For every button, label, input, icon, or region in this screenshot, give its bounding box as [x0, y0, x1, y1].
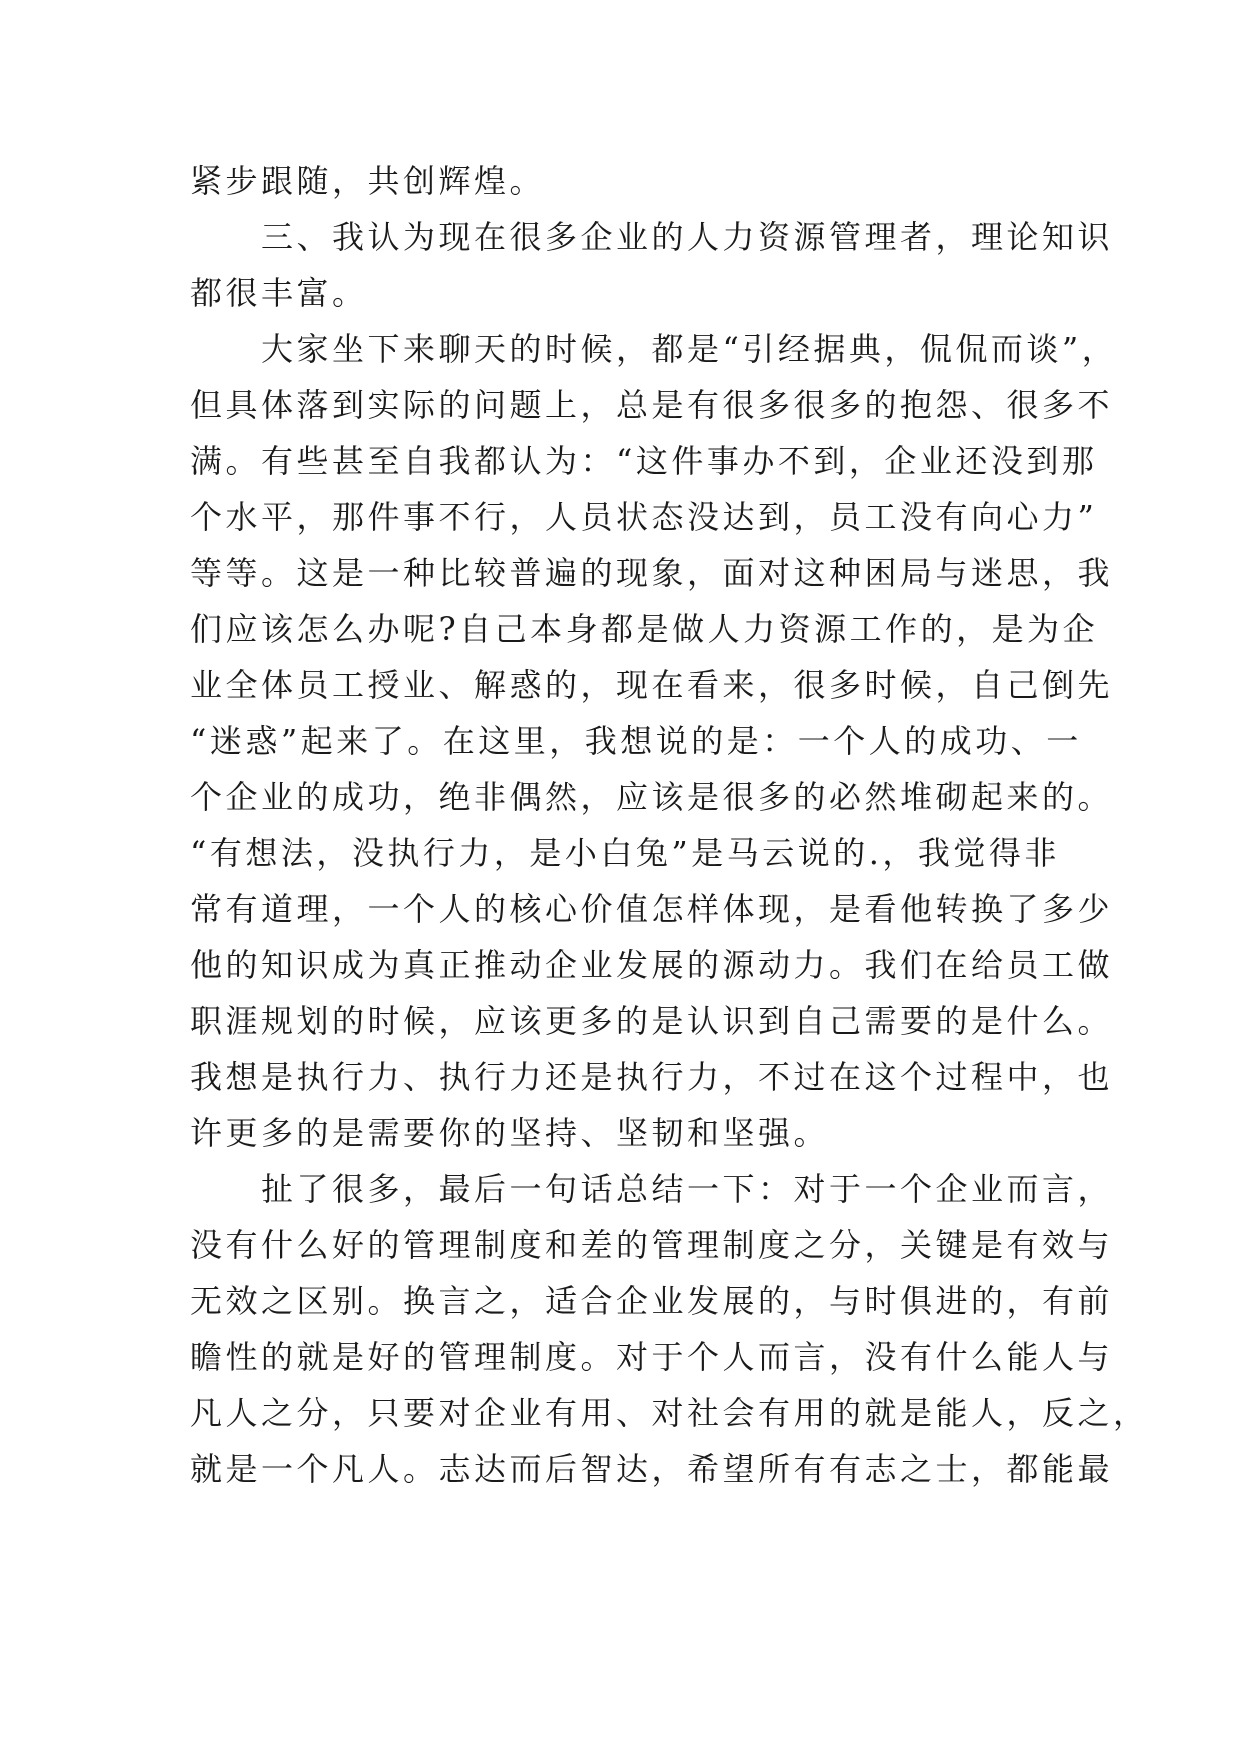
text-line: “迷惑”起来了。在这里，我想说的是：一个人的成功、一 [190, 722, 1082, 760]
text-line: 他的知识成为真正推动企业发展的源动力。我们在给员工做 [190, 946, 1114, 984]
text-line: 都很丰富。 [190, 274, 368, 312]
text-line: 扯了很多，最后一句话总结一下：对于一个企业而言， [190, 1170, 1114, 1208]
text-line: 等等。这是一种比较普遍的现象，面对这种困局与迷思，我 [190, 554, 1114, 592]
text-line: 但具体落到实际的问题上，总是有很多很多的抱怨、很多不 [190, 386, 1114, 424]
text-line: 凡人之分，只要对企业有用、对社会有用的就是能人，反之， [190, 1394, 1149, 1432]
text-line: 就是一个凡人。志达而后智达，希望所有有志之士，都能最 [190, 1450, 1114, 1488]
text-line: 常有道理，一个人的核心价值怎样体现，是看他转换了多少 [190, 890, 1114, 928]
body-text [190, 153, 1149, 1497]
text-line: 许更多的是需要你的坚持、坚韧和坚强。 [190, 1114, 830, 1152]
text-line: “有想法，没执行力，是小白兔”是马云说的.，我觉得非 [190, 834, 1060, 872]
text-line: 无效之区别。换言之，适合企业发展的，与时俱进的，有前 [190, 1282, 1114, 1320]
text-line: 没有什么好的管理制度和差的管理制度之分，关键是有效与 [190, 1226, 1114, 1264]
text-line: 满。有些甚至自我都认为：“这件事办不到，企业还没到那 [190, 442, 1098, 480]
text-line: 大家坐下来聊天的时候，都是“引经据典，侃侃而谈”， [190, 330, 1118, 368]
text-line: 业全体员工授业、解惑的，现在看来，很多时候，自己倒先 [190, 666, 1114, 704]
text-line: 个企业的成功，绝非偶然，应该是很多的必然堆砌起来的。 [190, 778, 1114, 816]
text-line: 我想是执行力、执行力还是执行力，不过在这个过程中，也 [190, 1058, 1114, 1096]
text-line: 瞻性的就是好的管理制度。对于个人而言，没有什么能人与 [190, 1338, 1114, 1376]
text-line: 紧步跟随，共创辉煌。 [190, 162, 546, 200]
text-line: 职涯规划的时候，应该更多的是认识到自己需要的是什么。 [190, 1002, 1114, 1040]
text-line: 个水平，那件事不行，人员状态没达到，员工没有向心力” [190, 498, 1098, 536]
text-line: 们应该怎么办呢?自己本身都是做人力资源工作的，是为企 [190, 610, 1099, 648]
text-line: 三、我认为现在很多企业的人力资源管理者，理论知识 [190, 218, 1114, 256]
